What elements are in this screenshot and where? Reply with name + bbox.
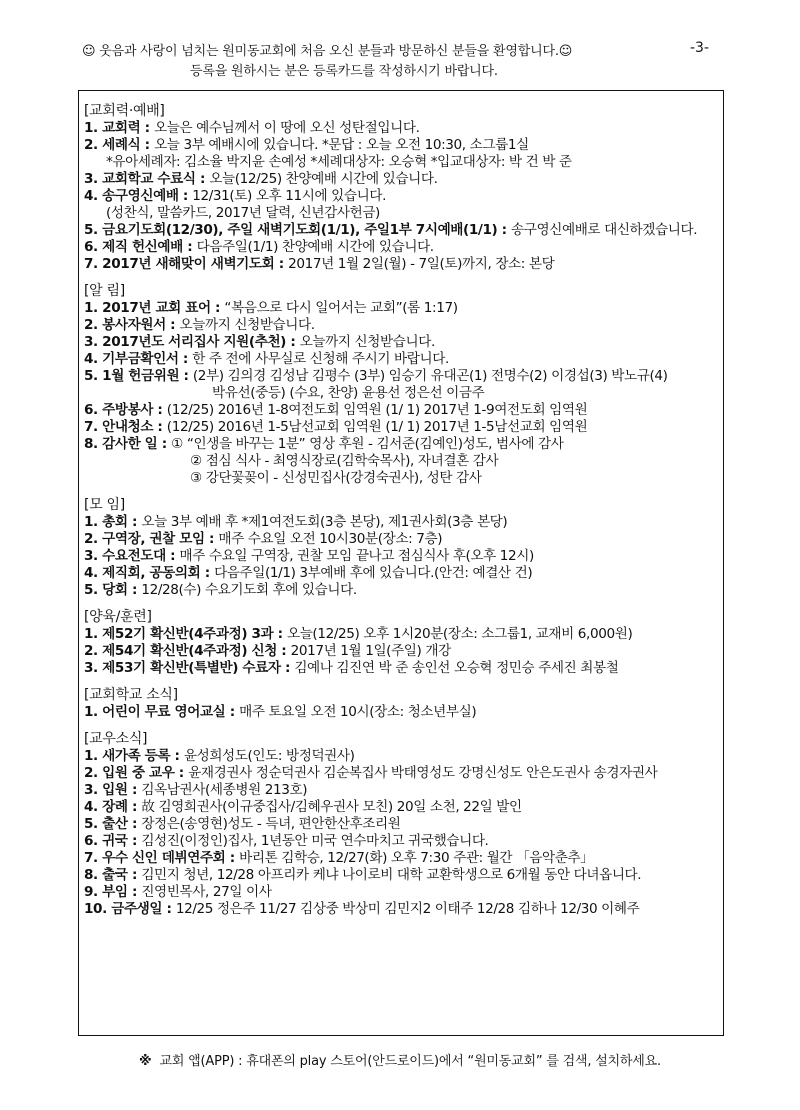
- item-text: 박유선(중등) (수요, 찬양) 윤용선 정은선 이금주: [212, 385, 485, 401]
- list-item: [84, 419, 720, 436]
- item-label: 7. 우수 신인 데뷔연주회 :: [84, 850, 240, 866]
- item-label: 2. 봉사자원서 :: [84, 317, 180, 333]
- item-label: 1. 2017년 교회 표어 :: [84, 300, 225, 316]
- item-text: 오늘 3부 예배시에 있습니다. *문답 : 오늘 오전 10:30, 소그룹1실: [154, 137, 529, 153]
- item-label: 5. 1월 헌금위원 :: [84, 368, 193, 384]
- item-label: 8. 감사한 일 :: [84, 436, 172, 452]
- item-label: 2. 입원 중 교우 :: [84, 765, 189, 781]
- list-item: [84, 334, 720, 351]
- item-text: 오늘(12/25) 오후 1시20분(장소: 소그룹1, 교재비 6,000원): [286, 626, 633, 642]
- item-label: 2. 세례식 :: [84, 137, 155, 153]
- item-text: *유아세례자: 김소율 박지윤 손예성 *세례대상자: 오승혁 *입교대상자: 박 건 박 준: [106, 154, 572, 170]
- section-title: [교회력·예배]: [84, 103, 165, 119]
- page-number: -3-: [690, 40, 710, 56]
- item-text: 김옥남권사(세종병원 213호): [141, 782, 308, 798]
- section-meetings: [84, 497, 720, 599]
- section-title: [모 임]: [84, 497, 125, 513]
- list-item: [84, 901, 720, 918]
- item-label: 1. 총회 :: [84, 514, 142, 530]
- list-item: [84, 850, 720, 867]
- item-text: 매주 토요일 오전 10시(장소: 청소년부실): [239, 704, 477, 720]
- list-item: [84, 300, 720, 317]
- list-item: [84, 317, 720, 334]
- item-label: 4. 송구영신예배 :: [84, 188, 193, 204]
- item-label: 3. 교회학교 수료식 :: [84, 171, 210, 187]
- list-item: [84, 256, 720, 273]
- list-item: [84, 351, 720, 368]
- item-text: ③ 강단꽃꽂이 - 신성민집사(강경숙권사), 성탄 감사: [190, 470, 482, 486]
- item-label: 5. 출산 :: [84, 816, 142, 832]
- item-label: 6. 제직 헌신예배 :: [84, 239, 197, 255]
- list-item: [84, 582, 720, 599]
- section-title: [알 림]: [84, 283, 125, 299]
- item-label: 5. 당회 :: [84, 582, 142, 598]
- item-label: 9. 부임 :: [84, 884, 142, 900]
- item-label: 8. 출국 :: [84, 867, 142, 883]
- list-item: [84, 385, 720, 402]
- section-worship: [84, 103, 720, 273]
- item-text: 2017년 1월 2일(월) - 7일(토)까지, 장소: 본당: [288, 256, 555, 272]
- item-label: 1. 교회력 :: [84, 120, 155, 136]
- item-text: ① “인생을 바꾸는 1분” 영상 후원 - 김서준(김예인)성도, 범사에 감사: [171, 436, 564, 452]
- page-header: [0, 40, 800, 82]
- item-text: “복음으로 다시 일어서는 교회”(롬 1:17): [224, 300, 458, 316]
- list-item: [84, 137, 720, 154]
- item-label: 3. 2017년도 서리집사 지원(추천) :: [84, 334, 300, 350]
- reference-mark: ※: [139, 1054, 152, 1069]
- item-text: 故 김영희권사(이규중집사/김혜우권사 모친) 20일 소천, 22일 발인: [141, 799, 522, 815]
- item-label: 7. 안내청소 :: [84, 419, 167, 435]
- list-item: [84, 565, 720, 582]
- item-text: 윤성희성도(인도: 방정덕권사): [183, 748, 355, 764]
- section-title: [교회학교 소식]: [84, 687, 178, 703]
- list-item: [84, 154, 720, 171]
- welcome-message: ☺ 웃음과 사랑이 넘치는 원미동교회에 처음 오신 분들과 방문하신 분들을 환영합니다.☺: [82, 44, 573, 59]
- item-label: 3. 수요전도대 :: [84, 548, 180, 564]
- list-item: [84, 643, 720, 660]
- list-item: [84, 867, 720, 884]
- list-item: [84, 470, 720, 487]
- list-item: [84, 799, 720, 816]
- item-label: 7. 2017년 새해맞이 새벽기도회 :: [84, 256, 289, 272]
- section-members: [84, 731, 720, 918]
- item-text: 김민지 청년, 12/28 아프리카 케냐 나이로비 대학 교환학생으로 6개월 동안 다녀옵니다.: [141, 867, 642, 883]
- item-text: 오늘 3부 예배 후 *제1여전도회(3층 본당), 제1권사회(3층 본당): [141, 514, 508, 530]
- item-text: 송구영신예배로 대신하겠습니다.: [511, 222, 698, 238]
- list-item: [84, 436, 720, 453]
- item-text: 진영빈목사, 27일 이사: [141, 884, 272, 900]
- item-text: (성찬식, 말씀카드, 2017년 달력, 신년감사헌금): [106, 205, 380, 221]
- item-label: 1. 어린이 무료 영어교실 :: [84, 704, 240, 720]
- item-text: 매주 수요일 오전 10시30분(장소: 7층): [218, 531, 443, 547]
- item-label: 4. 제직회, 공동의회 :: [84, 565, 215, 581]
- item-text: 12/28(수) 수요기도회 후에 있습니다.: [141, 582, 357, 598]
- list-item: [84, 188, 720, 205]
- item-text: 장정은(송영현)성도 - 득녀, 편안한산후조리원: [141, 816, 401, 832]
- item-text: 다음주일(1/1) 3부예배 후에 있습니다.(안건: 예결산 건): [214, 565, 533, 581]
- list-item: [84, 205, 720, 222]
- item-text: 매주 수요일 구역장, 권찰 모임 끝나고 점심식사 후(오후 12시): [179, 548, 534, 564]
- list-item: [84, 402, 720, 419]
- list-item: [84, 120, 720, 137]
- item-label: 5. 금요기도회(12/30), 주일 새벽기도회(1/1), 주일1부 7시예배(1/1) :: [84, 222, 512, 238]
- item-label: 1. 제52기 확신반(4주과정) 3과 :: [84, 626, 287, 642]
- list-item: [84, 239, 720, 256]
- item-label: 4. 기부금확인서 :: [84, 351, 193, 367]
- list-item: [84, 531, 720, 548]
- app-notice: [0, 1050, 800, 1069]
- item-text: 김성진(이정인)집사, 1년동안 미국 연수마치고 귀국했습니다.: [141, 833, 489, 849]
- list-item: [84, 548, 720, 565]
- item-label: 4. 장례 :: [84, 799, 142, 815]
- item-label: 6. 주방봉사 :: [84, 402, 167, 418]
- section-title: [교우소식]: [84, 731, 148, 747]
- item-text: (2부) 김의경 김성남 김평수 (3부) 임승기 유대곤(1) 전명수(2) 이경섭(3) 박노규(4): [192, 368, 668, 384]
- item-text: (12/25) 2016년 1-5남선교회 임역원 (1/ 1) 2017년 1-5남선교회 임역원: [166, 419, 588, 435]
- list-item: [84, 514, 720, 531]
- list-item: [84, 453, 720, 470]
- section-notices: [84, 283, 720, 487]
- item-text: 오늘까지 신청받습니다.: [299, 334, 435, 350]
- list-item: [84, 660, 720, 677]
- list-item: [84, 222, 720, 239]
- list-item: [84, 782, 720, 799]
- item-text: 바리톤 김학승, 12/27(화) 오후 7:30 주관: 월간 「음악춘추」: [239, 850, 594, 866]
- item-text: 2017년 1월 1일(주일) 개강: [290, 643, 451, 659]
- item-text: 12/25 정은주 11/27 김상중 박상미 김민지2 이태주 12/28 김하나 12/30 이혜주: [175, 901, 640, 917]
- item-text: ② 점심 식사 - 최영식장로(김학숙목사), 자녀결혼 감사: [190, 453, 499, 469]
- list-item: [84, 626, 720, 643]
- bulletin-content: [84, 103, 720, 918]
- list-item: [84, 833, 720, 850]
- item-text: 윤재경권사 정순덕권사 김순복집사 박태영성도 강명신성도 안은도권사 송경자권사: [188, 765, 658, 781]
- item-text: 오늘은 예수님께서 이 땅에 오신 성탄절입니다.: [154, 120, 420, 136]
- item-label: 6. 귀국 :: [84, 833, 142, 849]
- item-text: 다음주일(1/1) 찬양예배 시간에 있습니다.: [196, 239, 434, 255]
- list-item: [84, 748, 720, 765]
- item-label: 3. 입원 :: [84, 782, 142, 798]
- section-title: [양육/훈련]: [84, 609, 152, 625]
- list-item: [84, 765, 720, 782]
- list-item: [84, 171, 720, 188]
- item-text: 한 주 전에 사무실로 신청해 주시기 바랍니다.: [192, 351, 449, 367]
- item-label: 2. 구역장, 권찰 모임 :: [84, 531, 219, 547]
- item-label: 10. 금주생일 :: [84, 901, 176, 917]
- item-text: 김예나 김진연 박 준 송인선 오승혁 정민승 주세진 최봉철: [294, 660, 619, 676]
- item-label: 2. 제54기 확신반(4주과정) 신청 :: [84, 643, 291, 659]
- item-text: 12/31(토) 오후 11시에 있습니다.: [192, 188, 386, 204]
- item-text: (12/25) 2016년 1-8여전도회 임역원 (1/ 1) 2017년 1-9여전도회 임역원: [166, 402, 588, 418]
- registration-message: 등록을 원하시는 분은 등록카드를 작성하시기 바랍니다.: [190, 64, 498, 79]
- item-text: 오늘(12/25) 찬양예배 시간에 있습니다.: [209, 171, 438, 187]
- list-item: [84, 704, 720, 721]
- item-text: 오늘까지 신청받습니다.: [179, 317, 315, 333]
- list-item: [84, 884, 720, 901]
- list-item: [84, 368, 720, 385]
- list-item: [84, 816, 720, 833]
- section-church-school: [84, 687, 720, 721]
- item-label: 3. 제53기 확신반(특별반) 수료자 :: [84, 660, 295, 676]
- app-notice-text: 교회 앱(APP) : 휴대폰의 play 스토어(안드로이드)에서 “원미동교회” 를 검색, 설치하세요.: [159, 1054, 661, 1069]
- item-label: 1. 새가족 등록 :: [84, 748, 184, 764]
- section-training: [84, 609, 720, 677]
